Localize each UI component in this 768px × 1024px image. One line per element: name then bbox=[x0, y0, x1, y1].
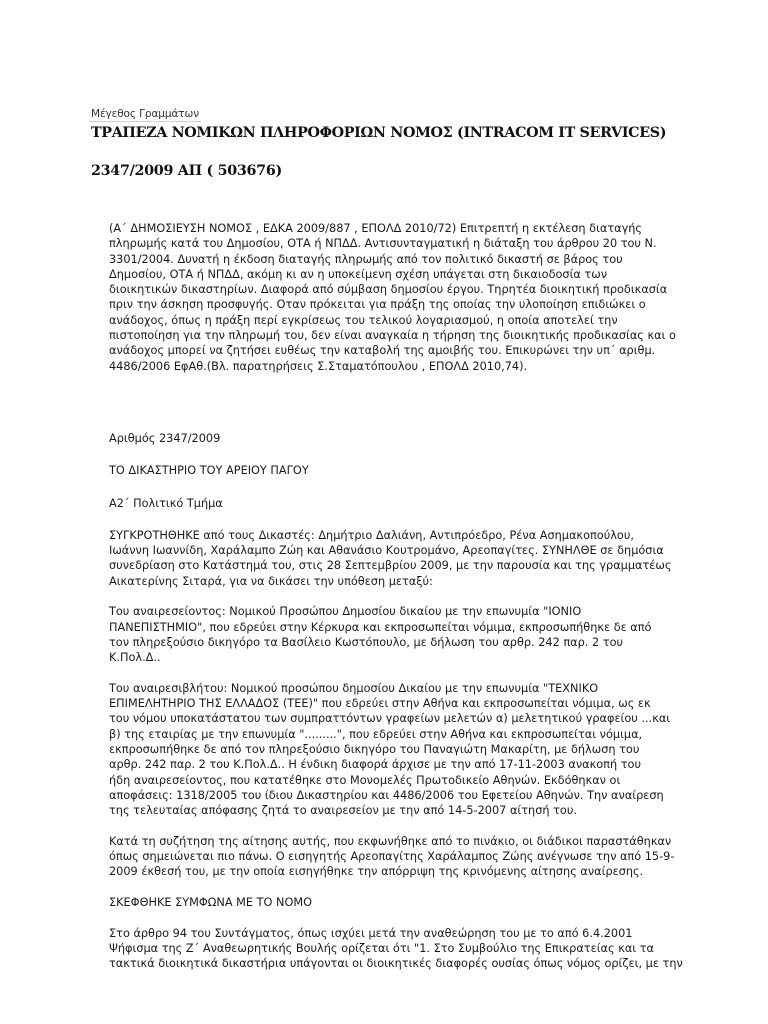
hearing-paragraph: Κατά τη συζήτηση της αίτησης αυτής, που εκφωνήθηκε από το πινάκιο, οι διάδικοι παραστάθηκαν όπως σημειώνεται πιο πάνω. Ο εισηγητής Αρεοπαγίτης Χαράλαμπος Ζώης ανέγνωσε την από 15-9- 2009 έκθεσή του, με την οποία εισηγήθηκε την απόρριψη της κρινόμενης αίτησης αναίρεσης. bbox=[109, 834, 675, 879]
court-division: Α2΄ Πολιτικό Τμήμα bbox=[109, 496, 223, 510]
case-number: 2347/2009 ΑΠ ( 503676) bbox=[91, 163, 282, 179]
summary-line: πριν την άσκηση προσφυγής. Οταν πρόκειται για πράξη της οποίας την υλοποίηση επιδιώκει ο bbox=[109, 298, 646, 312]
reasoning-paragraph: Στο άρθρο 94 του Συντάγματος, όπως ισχύει μετά την αναθεώρηση του με το από 6.4.2001 Ψήφισμα της Ζ΄ Αναθεωρητικής Βουλής ορίζεται ότι "1. Στο Συμβούλιο της Επικρατείας και τα τακτικά διοικητικά δικαστήρια υπάγονται οι διοικητικές διαφορές ουσίας όπως νόμος ορίζει, με την bbox=[109, 926, 683, 971]
font-size-control[interactable]: Μέγεθος Γραμμάτων bbox=[91, 108, 199, 120]
court-composition: ΣΥΓΚΡΟΤΗΘΗΚΕ από τους Δικαστές: Δημήτριο Δαλιάνη, Αντιπρόεδρο, Ρένα Ασημακοπούλου, Ιωάννη Ιωαννίδη, Χαράλαμπο Ζώη και Αθανάσιο Κουτρομάνο, Αρεοπαγίτες. ΣΥΝΗΛΘΕ σε δημόσια συνεδρίαση στο Κατάστημά του, στις 28 Σεπτεμβρίου 2009, με την παρουσία και της γραμματέως Αικατερίνης Σιταρά, για να δικάσει την υπόθεση μεταξύ: bbox=[109, 528, 672, 588]
appellant-paragraph: Του αναιρεσείοντος: Νομικού Προσώπου Δημοσίου δικαίου με την επωνυμία "ΙΟΝΙΟ ΠΑΝΕΠΙΣΤΗΜΙΟ", που εδρεύει στην Κέρκυρα και εκπροσωπείται νόμιμα, εκπροσωπήθηκε δε από τον πληρεξούσιο δικηγόρο τα Βασίλειο Κωστόπουλο, με δήλωση του αρθρ. 242 παρ. 2 του Κ.Πολ.Δ.. bbox=[109, 605, 652, 665]
respondent-paragraph: Του αναιρεσιβλήτου: Νομικού προσώπου δημοσίου Δικαίου με την επωνυμία "ΤΕΧΝΙΚΟ ΕΠΙΜΕΛΗΤΗΡΙΟ ΤΗΣ ΕΛΛΑΔΟΣ (ΤΕΕ)" που εδρεύει στην Αθήνα και εκπροσωπείται νόμιμα, ως εκ του νόμου υποκατάστατου των συμπραττόντων γραφείων μελετών α) μελετητικού γραφείου ...και β) της εταιρίας με την επωνυμία ".........", που εδρεύει στην Αθήνα και εκπροσωπείται νόμιμα, εκπροσωπήθηκε δε από τον πληρεξούσιο δικηγόρο του Παναγιώτη Μακαρίτη, με δήλωση του αρθρ. 242 παρ. 2 του Κ.Πολ.Δ.. Η ένδικη διαφορά άρχισε με την από 17-11-2003 ανακοπή του ήδη αναιρεσείοντος, που κατατέθηκε στο Μονομελές Πρωτοδικείο Αθηνών. Εκδόθηκαν οι αποφάσεις: 1318/2005 του ίδιου Δικαστηρίου και 4486/2006 του Εφετείου Αθηνών. Την αναίρεση της τελευταίας απόφασης ζητά το αναιρεσείον με την από 14-5-2007 αίτησή του. bbox=[109, 681, 671, 818]
decision-body bbox=[109, 431, 699, 987]
court-name: ΤΟ ΔΙΚΑΣΤΗΡΙΟ ΤΟΥ ΑΡΕΙΟΥ ΠΑΓΟΥ bbox=[109, 464, 309, 478]
summary-line: πληρωμής κατά του Δημοσίου, ΟΤΑ ή ΝΠΔΔ. Αντισυνταγματική η διάταξη του άρθρου 20 του Ν. bbox=[109, 237, 657, 251]
case-summary bbox=[109, 221, 686, 374]
publication-title: ΤΡΑΠΕΖΑ ΝΟΜΙΚΩΝ ΠΛΗΡΟΦΟΡΙΩΝ ΝΟΜΟΣ (INTRACOM IT SERVICES) bbox=[91, 125, 667, 141]
summary-line: διοικητικών δικαστηρίων. Διαφορά από σύμβαση δημοσίου έργου. Τηρητέα διοικητική προδικασία bbox=[109, 283, 668, 297]
summary-line: (Α΄ ΔΗΜΟΣΙΕΥΣΗ ΝΟΜΟΣ , ΕΔΚΑ 2009/887 , ΕΠΟΛΔ 2010/72) Επιτρεπτή η εκτέλεση διαταγής bbox=[109, 222, 643, 235]
summary-line: ανάδοχος μπορεί να ζητήσει ευθέως την καταβολή της αμοιβής του. Επικυρώνει την υπ΄ αριθμ. bbox=[109, 344, 656, 358]
reasoning-heading: ΣΚΕΦΘΗΚΕ ΣΥΜΦΩΝΑ ΜΕ ΤΟ ΝΟΜΟ bbox=[109, 896, 313, 910]
summary-line: 3301/2004. Δυνατή η έκδοση διαταγής πληρωμής από τον πολιτικό δικαστή σε βάρος του bbox=[109, 252, 623, 266]
summary-line: Δημοσίου, ΟΤΑ ή ΝΠΔΔ, ακόμη κι αν η υποκείμενη σχέση υπάγεται στη δικαιοδοσία των bbox=[109, 267, 608, 281]
summary-line: ανάδοχος, όπως η πράξη περί εγκρίσεως του τελικού λογαριασμού, η οποία αποτελεί την bbox=[109, 313, 618, 327]
summary-line: 4486/2006 ΕφΑθ.(Βλ. παρατηρήσεις Σ.Σταματόπουλου , ΕΠΟΛΔ 2010,74). bbox=[109, 359, 528, 373]
decision-number: Αριθμός 2347/2009 bbox=[109, 432, 221, 445]
summary-line: πιστοποίηση για την πληρωμή του, δεν είναι αναγκαία η τήρηση της διοικητικής προδικασίας και ο bbox=[109, 329, 676, 343]
